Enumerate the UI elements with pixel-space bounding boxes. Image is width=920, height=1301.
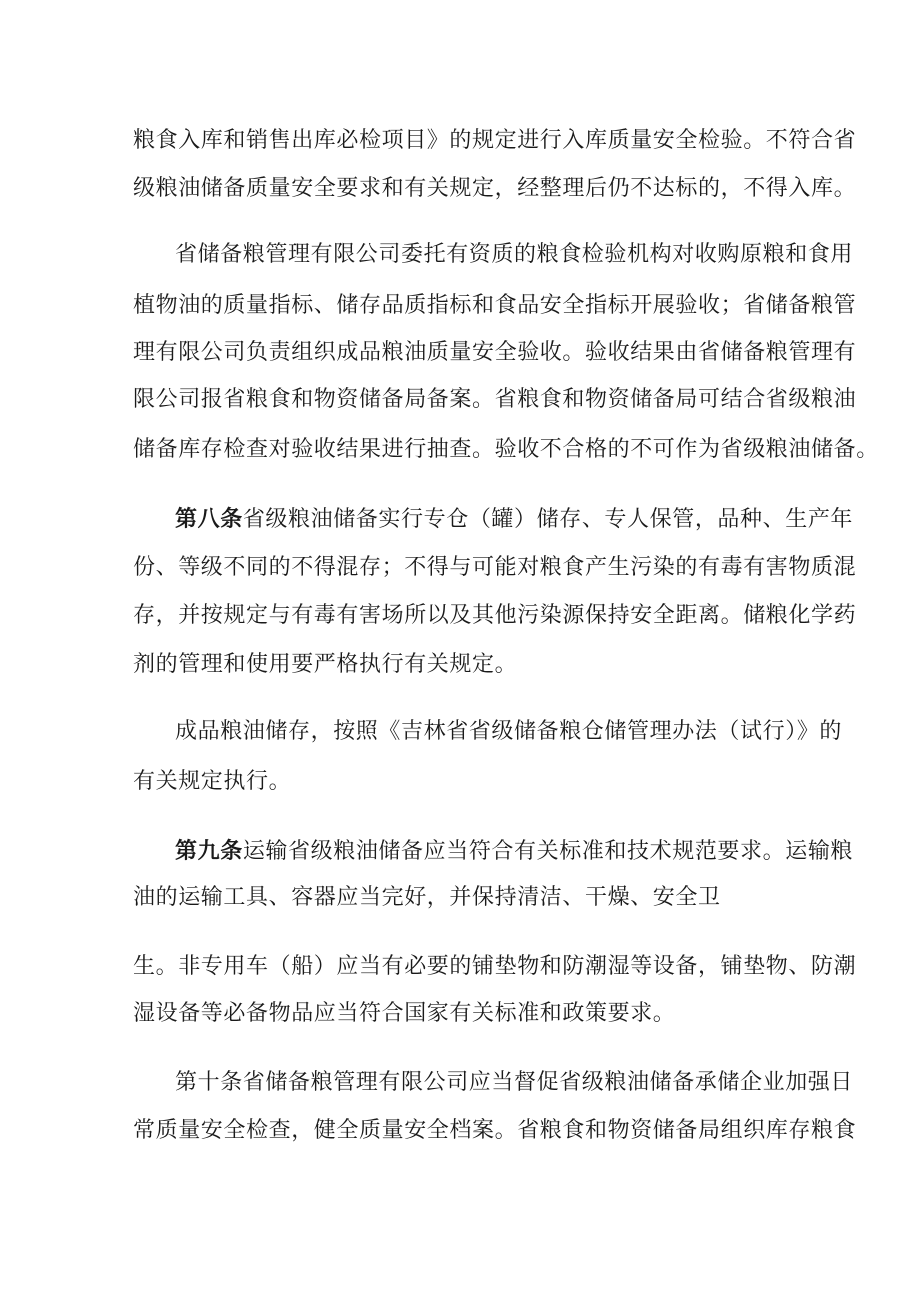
paragraph-line: 油的运输工具、容器应当完好，并保持清洁、干燥、安全卫: [133, 885, 721, 910]
paragraph-line: 湿设备等必备物品应当符合国家有关标准和政策要求。: [133, 1001, 676, 1026]
paragraph-text: 省级粮油储备实行专仓（罐）储存、专人保管，品种、生产年: [242, 507, 854, 532]
paragraph-line: 成品粮油储存，按照《吉林省省级储备粮仓储管理办法（试行）》的: [175, 719, 843, 744]
paragraph-line: 储备库存检查对验收结果进行抽查。验收不合格的不可作为省级粮油储备。: [133, 437, 879, 462]
paragraph-line: 省储备粮管理有限公司委托有资质的粮食检验机构对收购原粮和食用: [175, 242, 854, 267]
paragraph-line: 粮食入库和销售出库必检项目》的规定进行入库质量安全检验。不符合省: [133, 128, 857, 153]
article-heading: 第九条: [175, 838, 243, 864]
paragraph-line: 限公司报省粮食和物资储备局备案。省粮食和物资储备局可结合省级粮油: [133, 387, 857, 412]
paragraph-line: 理有限公司负责组织成品粮油质量安全验收。验收结果由省储备粮管理有: [133, 340, 857, 365]
paragraph-text: 运输省级粮油储备应当符合有关标准和技术规范要求。运输粮: [242, 839, 854, 864]
paragraph-line: 级粮油储备质量安全要求和有关规定，经整理后仍不达标的，不得入库。: [133, 176, 857, 201]
paragraph-line: 第十条省储备粮管理有限公司应当督促省级粮油储备承储企业加强日: [175, 1070, 854, 1095]
paragraph-line: 植物油的质量指标、储存品质指标和食品安全指标开展验收；省储备粮管: [133, 293, 857, 318]
paragraph-line: 生。非专用车（船）应当有必要的铺垫物和防潮湿等设备，铺垫物、防潮: [133, 954, 857, 979]
paragraph-line: [175, 838, 853, 864]
paragraph-line: 剂的管理和使用要严格执行有关规定。: [133, 652, 518, 677]
article-heading: 第八条: [175, 506, 243, 532]
paragraph-line: [175, 506, 853, 532]
paragraph-line: 常质量安全检查，健全质量安全档案。省粮食和物资储备局组织库存粮食: [133, 1118, 857, 1143]
paragraph-line: 有关规定执行。: [133, 769, 292, 794]
paragraph-line: 存，并按规定与有毒有害场所以及其他污染源保持安全距离。储粮化学药: [133, 603, 857, 628]
paragraph-line: 份、等级不同的不得混存；不得与可能对粮食产生污染的有毒有害物质混: [133, 555, 857, 580]
